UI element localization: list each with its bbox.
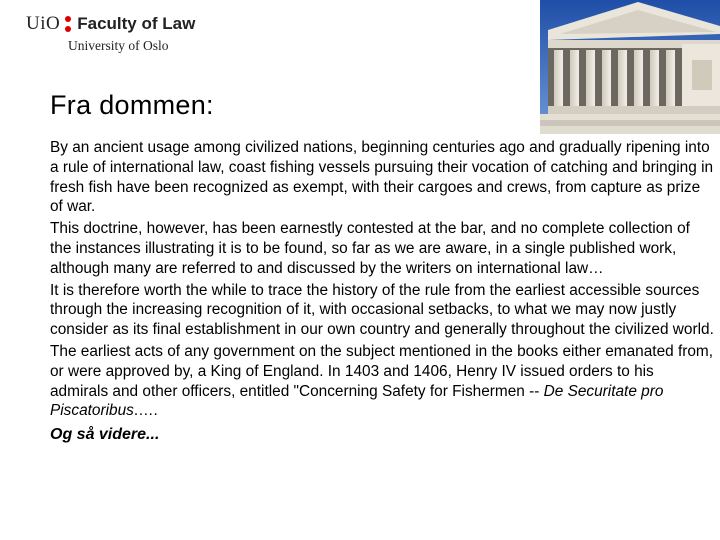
logo-wordmark xyxy=(26,14,195,34)
latin-title: De Securitate pro Piscatoribus xyxy=(50,382,664,420)
courthouse-image xyxy=(540,0,720,134)
slide-title: Fra dommen: xyxy=(50,90,214,120)
paragraph-4-text: The earliest acts of any government on the subject mentioned in the books either emanated from, or were approved by, a King of England. In 1403 and 1406, Henry IV issued orders to his admirals and other officers, entitled "Concerning Safety for Fishermen -- xyxy=(50,342,714,400)
paragraph-4-tail: .…. xyxy=(133,402,158,420)
logo-uio: UiO xyxy=(26,13,61,34)
paragraph-1: By an ancient usage among civilized nations, beginning centuries ago and gradually ripening into a rule of international law, coast fishing vessels pursuing their vocation of catching and bringing in fresh fish have been recognized as exempt, with their cargoes and crews, from capture as prize of war. xyxy=(50,139,714,216)
logo-university-name: University of Oslo xyxy=(68,38,169,53)
logo-colon-icon xyxy=(65,16,71,32)
paragraph-3: It is therefore worth the while to trace the history of the rule from the earliest accessible sources through the increasing recognition of it, with occasional setbacks, to what we may now justly consider as its final establishment in our own country and generally throughout the civilized world. xyxy=(50,281,714,339)
slide-body xyxy=(50,138,715,447)
paragraph-2: This doctrine, however, has been earnestly contested at the bar, and no complete collection of the instances illustrating it is to be found, so far as we are aware, in a single published work, although many are referred to and discussed by the writers on international law… xyxy=(50,220,690,277)
paragraph-4 xyxy=(50,342,715,421)
faculty-logo xyxy=(26,14,195,54)
closing-line: Og så videre... xyxy=(50,426,160,444)
logo-faculty-name: Faculty of Law xyxy=(77,14,196,33)
courthouse-photo xyxy=(540,0,720,134)
